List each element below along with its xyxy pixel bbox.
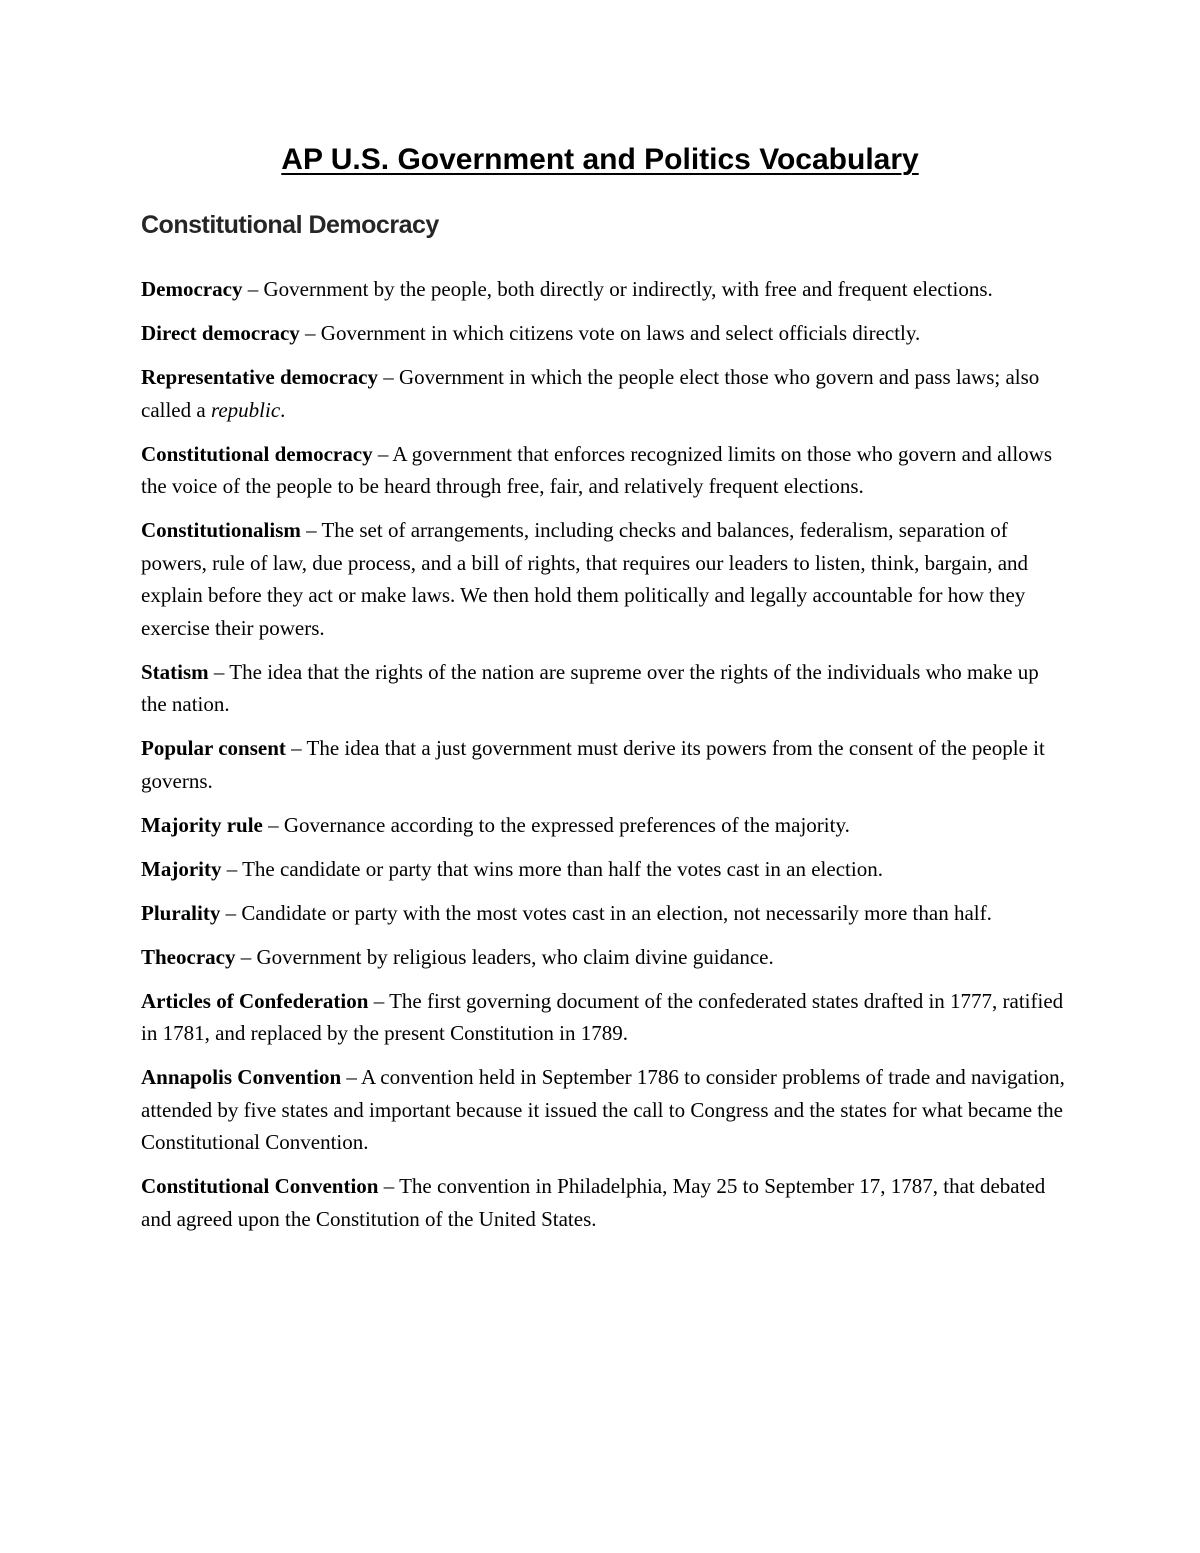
vocabulary-definition: Government by the people, both directly or indirectly, with free and frequent elections.: [263, 277, 993, 301]
vocabulary-definition: The first governing document of the confederated states drafted in 1777, ratified in 1781, and replaced by the present Constitution in 1789.: [141, 988, 1064, 1045]
term-separator: –: [285, 736, 307, 760]
section-heading: Constitutional Democracy: [141, 211, 439, 239]
vocabulary-term: Majority: [141, 856, 222, 881]
vocabulary-term: Constitutional Convention: [141, 1174, 379, 1198]
term-separator: –: [220, 900, 242, 925]
vocabulary-definition: A convention held in September 1786 to consider problems of trade and navigation, attended by five states and important because it issued the call to Congress and the states for what became the Constitutional Convention.: [141, 1065, 1065, 1154]
vocabulary-term: Articles of Confederation: [141, 988, 369, 1013]
vocabulary-term: Statism: [141, 659, 209, 684]
term-separator: –: [235, 944, 257, 969]
vocabulary-entry: [141, 273, 1066, 306]
vocabulary-entry: [141, 514, 1066, 644]
vocabulary-list: [141, 273, 1066, 1247]
term-separator: –: [377, 365, 399, 389]
vocabulary-entry: [141, 809, 1066, 842]
vocabulary-entry: [141, 941, 1066, 974]
italic-term: republic: [210, 397, 281, 422]
vocabulary-term: Plurality: [141, 900, 221, 925]
vocabulary-entry: [141, 732, 1066, 797]
vocabulary-term: Annapolis Convention: [141, 1065, 342, 1089]
vocabulary-definition: Governance according to the expressed preferences of the majority.: [283, 812, 850, 837]
vocabulary-definition: The candidate or party that wins more than half the votes cast in an election.: [242, 856, 883, 881]
vocabulary-definition: Government in which the people elect those who govern and pass laws; also called a: [141, 365, 1040, 422]
vocabulary-definition: Government by religious leaders, who claim divine guidance.: [256, 944, 774, 969]
vocabulary-term: Direct democracy: [141, 321, 300, 345]
vocabulary-definition: The set of arrangements, including checks and balances, federalism, separation of powers, rule of law, due process, and a bill of rights, that requires our leaders to listen, think, bargain, and explain before they act or make laws. We then hold them politically and legally accountable for how they exercise their powers.: [141, 518, 1029, 640]
vocabulary-definition: Government in which citizens vote on laws and select officials directly.: [320, 321, 921, 345]
vocabulary-entry: [141, 656, 1066, 721]
vocabulary-entry: [141, 853, 1066, 886]
term-separator: –: [242, 277, 264, 301]
vocabulary-definition: The convention in Philadelphia, May 25 to September 17, 1787, that debated and agreed upon the Constitution of the United States.: [141, 1174, 1046, 1231]
vocabulary-term: Theocracy: [141, 944, 236, 969]
vocabulary-term: Constitutional democracy: [141, 441, 373, 466]
term-separator: –: [299, 321, 321, 345]
vocabulary-entry: [141, 438, 1066, 503]
vocabulary-definition: Candidate or party with the most votes cast in an election, not necessarily more than half.: [241, 900, 992, 925]
vocabulary-entry: [141, 1061, 1066, 1159]
definition-end: .: [280, 397, 286, 422]
term-separator: –: [372, 441, 393, 466]
term-separator: –: [368, 988, 390, 1013]
term-separator: –: [378, 1174, 400, 1198]
document-title: AP U.S. Government and Politics Vocabulary: [281, 143, 919, 176]
vocabulary-term: Popular consent: [141, 736, 286, 760]
vocabulary-entry: [141, 1170, 1066, 1235]
vocabulary-term: Democracy: [141, 277, 243, 301]
vocabulary-definition: The idea that the rights of the nation are supreme over the rights of the individuals who make up the nation.: [141, 659, 1039, 716]
vocabulary-term: Representative democracy: [141, 365, 378, 389]
vocabulary-entry: [141, 897, 1066, 930]
vocabulary-term: Majority rule: [141, 812, 263, 837]
term-separator: –: [208, 659, 230, 684]
term-separator: –: [262, 812, 284, 837]
vocabulary-entry: [141, 985, 1066, 1050]
vocabulary-term: Constitutionalism: [141, 518, 301, 542]
vocabulary-definition: A government that enforces recognized limits on those who govern and allows the voice of the people to be heard through free, fair, and relatively frequent elections.: [141, 441, 1053, 498]
vocabulary-definition: The idea that a just government must derive its powers from the consent of the people it governs.: [141, 736, 1045, 793]
term-separator: –: [341, 1065, 361, 1089]
term-separator: –: [300, 518, 322, 542]
term-separator: –: [221, 856, 243, 881]
vocabulary-entry: [141, 317, 1066, 350]
vocabulary-entry: [141, 361, 1066, 426]
